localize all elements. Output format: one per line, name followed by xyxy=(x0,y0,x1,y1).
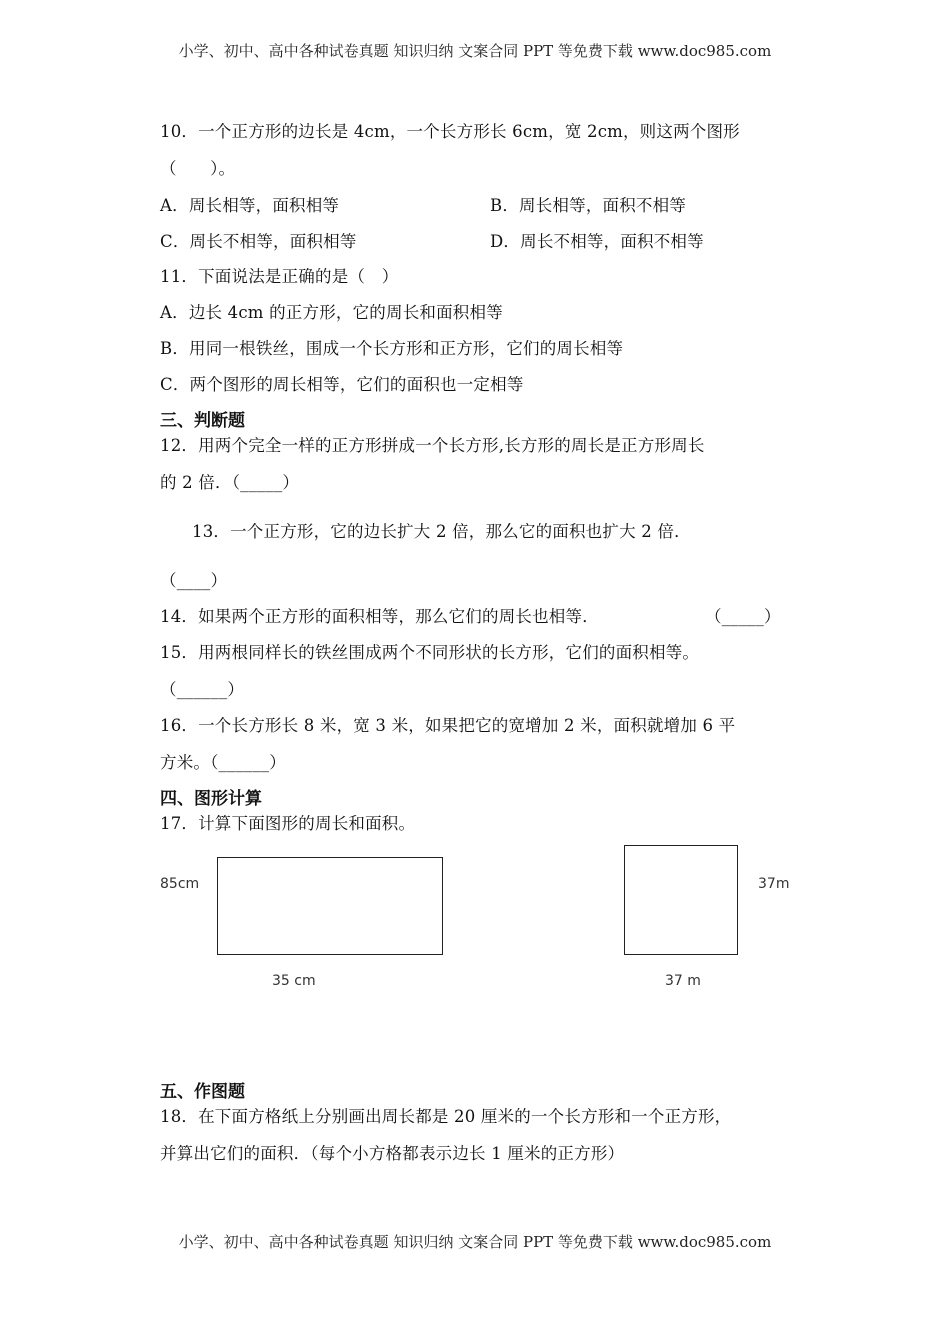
section-judgement-title: 三、判断题 xyxy=(160,411,245,431)
q10-option-d: D．周长不相等，面积不相等 xyxy=(490,232,704,251)
q14-blank: （_____） xyxy=(705,607,781,626)
q16-line2: 方米。（______） xyxy=(160,753,286,772)
square-side-label: 37m xyxy=(758,876,790,892)
page-footer: 小学、初中、高中各种试卷真题 知识归纳 文案合同 PPT 等免费下载 www.doc985.com xyxy=(178,1233,772,1251)
q13-line2: （____） xyxy=(160,571,228,590)
q11-option-a: A．边长 4cm 的正方形，它的周长和面积相等 xyxy=(160,303,503,322)
section-drawing-title: 五、作图题 xyxy=(160,1082,245,1102)
square-bottom-label: 37 m xyxy=(665,973,701,989)
rectangle-figure xyxy=(217,857,443,955)
q18-line1: 18．在下面方格纸上分别画出周长都是 20 厘米的一个长方形和一个正方形， xyxy=(160,1107,732,1126)
section-calculation-title: 四、图形计算 xyxy=(160,789,262,809)
q10-option-c: C．周长不相等，面积相等 xyxy=(160,232,357,251)
q17-stem: 17．计算下面图形的周长和面积。 xyxy=(160,814,416,833)
rect-bottom-label: 35 cm xyxy=(272,973,316,989)
square-figure xyxy=(624,845,738,955)
q11-stem: 11．下面说法是正确的是（ ） xyxy=(160,267,399,286)
q13-line1: 13．一个正方形，它的边长扩大 2 倍，那么它的面积也扩大 2 倍． xyxy=(192,522,691,541)
q11-option-c: C．两个图形的周长相等，它们的面积也一定相等 xyxy=(160,375,524,394)
q12-line1: 12．用两个完全一样的正方形拼成一个长方形,长方形的周长是正方形周长 xyxy=(160,436,705,455)
q15-line2: （______） xyxy=(160,680,245,699)
q15-line1: 15．用两根同样长的铁丝围成两个不同形状的长方形，它们的面积相等。 xyxy=(160,643,700,662)
rect-side-label: 85cm xyxy=(160,876,200,892)
q12-line2: 的 2 倍．（_____） xyxy=(160,473,300,492)
q11-option-b: B．用同一根铁丝，围成一个长方形和正方形，它们的周长相等 xyxy=(160,339,624,358)
q10-option-a: A．周长相等，面积相等 xyxy=(160,196,340,215)
q10-stem: 10．一个正方形的边长是 4cm，一个长方形长 6cm，宽 2cm，则这两个图形 xyxy=(160,122,740,141)
q18-line2: 并算出它们的面积．（每个小方格都表示边长 1 厘米的正方形） xyxy=(160,1144,625,1163)
q10-blank: （ ）。 xyxy=(160,159,236,178)
page-header: 小学、初中、高中各种试卷真题 知识归纳 文案合同 PPT 等免费下载 www.doc985.com xyxy=(178,42,772,60)
q14-text: 14．如果两个正方形的面积相等，那么它们的周长也相等． xyxy=(160,607,599,626)
q10-option-b: B．周长相等，面积不相等 xyxy=(490,196,687,215)
q16-line1: 16．一个长方形长 8 米，宽 3 米，如果把它的宽增加 2 米，面积就增加 6 平 xyxy=(160,716,736,735)
